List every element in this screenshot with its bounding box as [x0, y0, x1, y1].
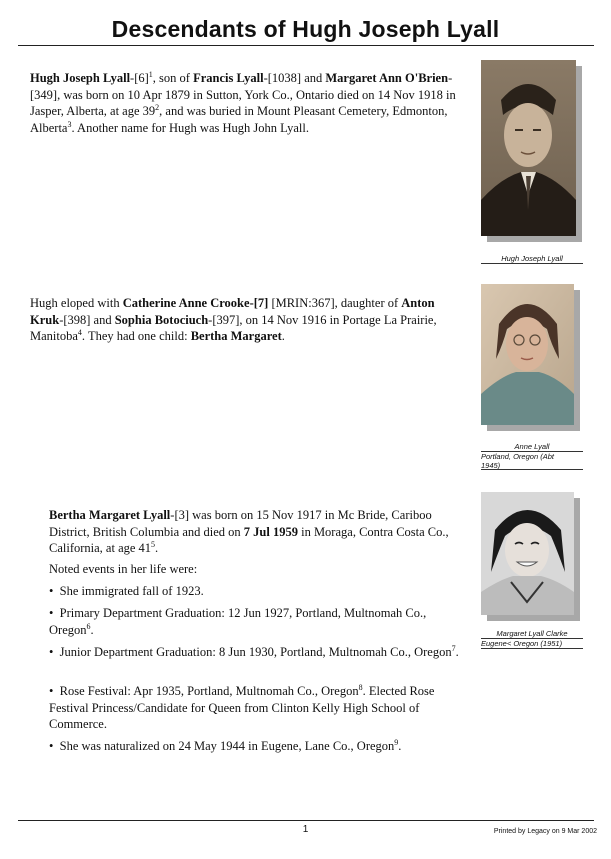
text-run: in Moraga, Contra Costa Co., California, at age 41 [49, 524, 449, 555]
anne-photo-caption-1: Anne Lyall [514, 442, 550, 451]
noted-events-heading: Noted events in her life were: [49, 562, 198, 576]
margaret-photo-caption-1: Margaret Lyall Clarke [496, 629, 568, 638]
margaret-photo-caption-2: Eugene< Oregon (1951) [481, 639, 563, 648]
person-name-anton[interactable]: Anton Kruk [30, 296, 435, 327]
footnote-ref: 3 [67, 119, 72, 129]
text-run: Hugh eloped with [30, 296, 123, 310]
footnote-ref: 7 [451, 643, 456, 653]
event-text: Junior Department Graduation: 8 Jun 1930, Portland, Multnomah Co., Oregon [59, 645, 452, 659]
person-name-catherine[interactable]: Catherine Anne Crooke [122, 296, 250, 310]
anne-photo [481, 284, 574, 425]
text-run: -[1038] and [263, 71, 326, 85]
bertha-paragraph [49, 507, 469, 557]
margaret-photo [481, 492, 574, 615]
event-text: . Elected Rose Festival Princess/Candidate for Queen from Clinton Kelly High School of Commerce. [49, 684, 435, 731]
marriage-paragraph [30, 295, 470, 345]
event-item: • Junior Department Graduation: 8 Jun 1930, Portland, Multnomah Co., Oregon$^7$. [49, 643, 459, 659]
person-name-hugh[interactable]: Hugh Joseph Lyall [30, 71, 131, 85]
text-run: . Another name for Hugh was Hugh John Lyall. [71, 120, 309, 135]
text-run: , son of [152, 71, 194, 85]
footnote-ref: 4 [77, 327, 82, 337]
person-name-bertha[interactable]: Bertha Margaret [190, 329, 282, 343]
event-item: • Primary Department Graduation: 12 Jun 1927, Portland, Multnomah Co., Oregon$^6$. [49, 606, 427, 637]
person-name-francis[interactable]: Francis Lyall [193, 71, 264, 85]
footnote-ref: 8 [358, 682, 363, 692]
text-run: -[349], was born on 10 Apr 1879 in Sutton, York Co., Ontario died on 14 Nov 1918 in Jasper, Alberta, at age 39 [30, 71, 456, 118]
text-run: -[397], on 14 Nov 1916 in Portage La Prairie, Manitoba [30, 312, 437, 343]
anne-photo-caption-2: Portland, Oregon (Abt [481, 452, 554, 461]
person-name-margaret-ann[interactable]: Margaret Ann O'Brien [325, 71, 449, 85]
caption-divider [481, 648, 583, 649]
death-date: 7 Jul 1959 [243, 524, 298, 539]
text-run: -[398] and [59, 312, 115, 327]
event-item: • She immigrated fall of 1923. [49, 584, 204, 598]
text-run: . [281, 329, 285, 343]
title-divider [18, 45, 594, 46]
record-id: -[7] [249, 296, 269, 310]
event-text: She was naturalized on 24 May 1944 in Eugene, Lane Co., Oregon [59, 739, 395, 753]
footnote-ref: 1 [148, 69, 153, 79]
page-number: 1 [302, 824, 309, 835]
text-run: . They had one child: [81, 329, 191, 343]
anne-photo-caption-3: 1945) [481, 461, 501, 470]
record-id: -[6] [130, 71, 149, 85]
text-run: , and was buried in Mount Pleasant Cemetery, Edmonton, Alberta [30, 104, 448, 135]
printed-by-note: Printed by Legacy on 9 Mar 2002 [493, 828, 597, 835]
caption-divider [481, 469, 583, 470]
event-item: • Rose Festival: Apr 1935, Portland, Multnomah Co., Oregon$^8$. Elected Rose Festival Princess/Candidate for Queen from Clinton Kelly High School of Commerce. [49, 682, 435, 731]
person-name-bertha-full[interactable]: Bertha Margaret Lyall [49, 508, 171, 522]
footnote-ref: 5 [151, 539, 156, 549]
text-run: [MRIN:367], daughter of [268, 296, 402, 310]
event-text: Primary Department Graduation: 12 Jun 1927, Portland, Multnomah Co., Oregon [49, 606, 427, 637]
page-title: Descendants of Hugh Joseph Lyall [111, 16, 500, 42]
hugh-paragraph [30, 70, 470, 136]
text-run: . [155, 541, 159, 555]
caption-divider [481, 263, 583, 264]
event-text: She immigrated fall of 1923. [59, 584, 204, 598]
footnote-ref: 6 [86, 621, 91, 631]
footnote-ref: 9 [394, 737, 399, 747]
footer-divider [18, 820, 594, 821]
hugh-photo [481, 60, 576, 236]
person-name-sophia[interactable]: Sophia Botociuch [114, 312, 209, 327]
footnote-ref: 2 [155, 102, 160, 112]
hugh-photo-caption: Hugh Joseph Lyall [501, 254, 563, 263]
event-item: • She was naturalized on 24 May 1944 in Eugene, Lane Co., Oregon$^9$. [49, 737, 402, 753]
text-run: -[3] was born on 15 Nov 1917 in Mc Bride, Cariboo District, British Columbia and died on [49, 508, 432, 539]
event-text: Rose Festival: Apr 1935, Portland, Multnomah Co., Oregon [59, 684, 359, 698]
